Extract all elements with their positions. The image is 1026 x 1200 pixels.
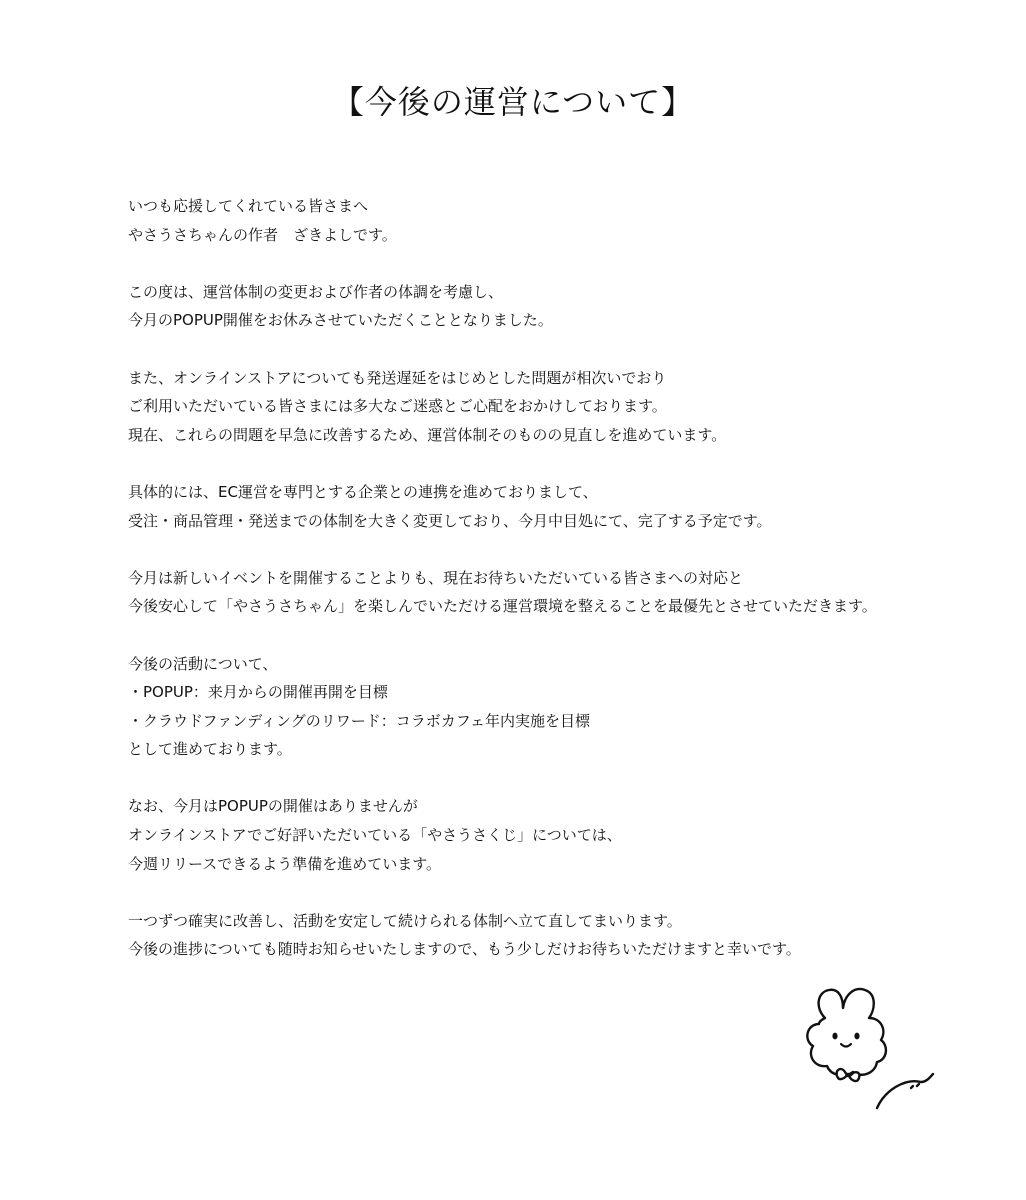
text-line: 具体的には、EC運営を専門とする企業との連携を進めておりまして、 — [128, 482, 598, 501]
text-line: 今月は新しいイベントを開催することよりも、現在お待ちいただいている皆さまへの対応と — [128, 568, 744, 587]
paragraph-priority — [128, 564, 988, 621]
paragraph-greeting — [128, 192, 988, 249]
paragraph-ec-partnership — [128, 478, 988, 535]
text-line: 今後安心して「やさうさちゃん」を楽しんでいただける運営環境を整えることを最優先とさせていただきます。 — [128, 597, 877, 616]
text-line: として進めております。 — [128, 740, 292, 759]
text-line: なお、今月はPOPUPの開催はありませんが — [128, 797, 418, 816]
paragraph-store-issues — [128, 364, 988, 450]
paragraph-future-activities — [128, 650, 988, 764]
bunny-character-icon — [795, 978, 945, 1118]
page-title: 【今後の運営について】 — [331, 83, 695, 121]
text-line: 受注・商品管理・発送までの体制を大きく変更しており、今月中目処にて、完了する予定です。 — [128, 511, 772, 530]
text-line: 今後の活動について、 — [128, 654, 278, 673]
list-item: ・POPUP：来月からの開催再開を目標 — [128, 683, 388, 702]
text-line: やさうさちゃんの作者 ざきよしです。 — [128, 225, 397, 244]
text-line: ご利用いただいている皆さまには多大なご迷惑とご心配をおかけしております。 — [128, 397, 667, 416]
text-line: また、オンラインストアについても発送遅延をはじめとした問題が相次いでおり — [128, 368, 667, 387]
text-line: 今月のPOPUP開催をお休みさせていただくこととなりました。 — [128, 311, 553, 330]
text-line: いつも応援してくれている皆さまへ — [128, 197, 369, 215]
paragraph-closing — [128, 907, 988, 964]
text-line: 一つずつ確実に改善し、活動を安定して続けられる体制へ立て直してまいります。 — [128, 911, 682, 930]
paragraph-popup-pause — [128, 278, 988, 335]
text-line: 今週リリースできるよう準備を進めています。 — [128, 854, 442, 873]
letter-body — [128, 192, 988, 993]
text-line: 今後の進捗についても随時お知らせいたしますので、もう少しだけお待ちいただけますと幸いです。 — [128, 940, 801, 959]
text-line: 現在、これらの問題を早急に改善するため、運営体制そのものの見直しを進めています。 — [128, 425, 727, 444]
text-line: オンラインストアでご好評いただいている「やさうさくじ」については、 — [128, 826, 622, 845]
list-item: ・クラウドファンディングのリワード：コラボカフェ年内実施を目標 — [128, 711, 591, 730]
text-line: この度は、運営体制の変更および作者の体調を考慮し、 — [128, 282, 504, 301]
paragraph-kuji-release — [128, 792, 988, 878]
bunny-drawing — [795, 978, 945, 1118]
